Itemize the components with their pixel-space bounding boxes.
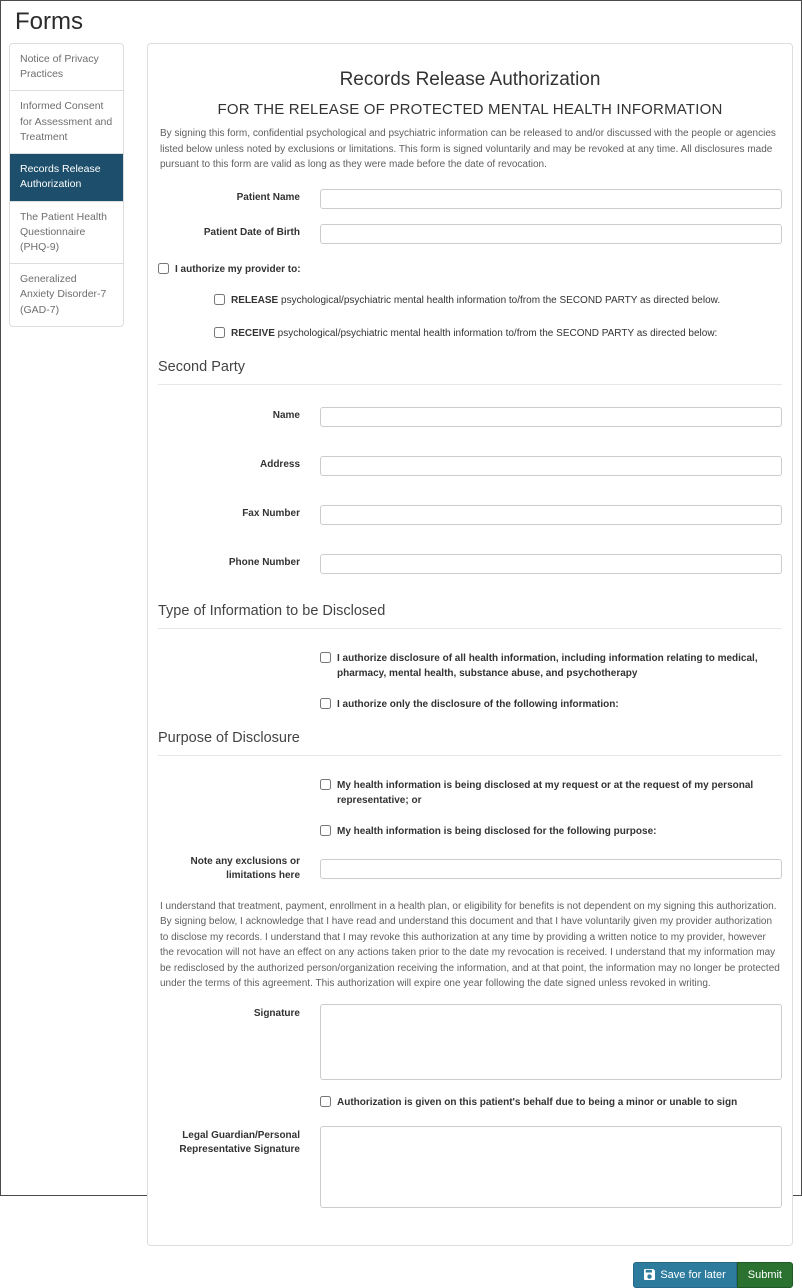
page-title: Forms xyxy=(15,8,83,35)
release-checkbox[interactable] xyxy=(214,294,225,305)
disclose-all-information-checkbox[interactable] xyxy=(320,652,331,663)
release-option[interactable] xyxy=(214,293,782,308)
save-for-later-label: Save for later xyxy=(660,1268,726,1281)
second-party-phone-label: Phone Number xyxy=(228,557,300,569)
content-area xyxy=(1,43,801,1246)
disclose-only-following-checkbox[interactable] xyxy=(320,698,331,709)
purpose-of-disclosure-section-title: Purpose of Disclosure xyxy=(158,730,782,756)
second-party-fax-row xyxy=(158,505,782,525)
disclosed-at-request-checkbox[interactable] xyxy=(320,779,331,790)
guardian-signature-pad[interactable] xyxy=(320,1126,782,1208)
guardian-signature-row xyxy=(158,1126,782,1208)
legal-paragraph: I understand that treatment, payment, enrollment in a health plan, or eligibility for benefits is not dependent on my signing this authorization. By signing below, I acknowledge that I have read and understand this document and that I have voluntarily given my provider authorization to disclose my records. I understand that I may revoke this authorization at any time by providing a written notice to my provider, however the revocation will not have an effect on any actions taken prior to the date my revocation is received. I understand that my information may be redisclosed by the authorized person/organization receiving the information, and at that point, the information may no longer be protected under the terms of this agreement. This authorization will expire one year following the date signed unless revoked in writing. xyxy=(160,900,780,989)
exclusions-row xyxy=(158,855,782,884)
exclusions-label: Note any exclusions or limitations here xyxy=(190,855,300,881)
minor-authorization-checkbox[interactable] xyxy=(320,1096,331,1107)
release-label-text: psychological/psychiatric mental health information to/from the SECOND PARTY as directed below. xyxy=(278,294,721,306)
submit-label: Submit xyxy=(747,1268,782,1281)
sidebar-item-informed-consent[interactable]: Informed Consent for Assessment and Treatment xyxy=(10,91,123,154)
exclusions-input[interactable] xyxy=(320,859,782,879)
form-intro-paragraph: By signing this form, confidential psychological and psychiatric information can be released to and/or discussed with the people or agencies listed below unless noted by exclusions or limitations. This form is signed voluntarily and may be revoked at any time. All disclosures made pursuant to this form are valid as long as they were made before the date of revocation. xyxy=(160,128,776,170)
disclosed-for-purpose-option[interactable] xyxy=(320,824,782,839)
authorize-provider-label: I authorize my provider to: xyxy=(175,263,301,275)
release-label-bold: RELEASE xyxy=(231,294,279,306)
guardian-signature-label: Legal Guardian/Personal Representative Signature xyxy=(179,1129,300,1155)
save-for-later-button[interactable] xyxy=(633,1262,736,1288)
patient-dob-row xyxy=(158,224,782,244)
second-party-name-row xyxy=(158,407,782,427)
disclose-all-information-option[interactable] xyxy=(320,651,782,681)
type-of-information-section-title: Type of Information to be Disclosed xyxy=(158,603,782,629)
form-panel xyxy=(147,43,793,1246)
receive-label-text: psychological/psychiatric mental health information to/from the SECOND PARTY as directed below: xyxy=(274,327,718,339)
receive-checkbox[interactable] xyxy=(214,327,225,338)
disclose-all-information-label: I authorize disclosure of all health information, including information relating to medical, pharmacy, mental health, substance abuse, and psychotherapy xyxy=(337,652,758,679)
receive-label-bold: RECEIVE xyxy=(231,327,275,339)
second-party-address-row xyxy=(158,456,782,476)
forms-sidebar xyxy=(9,43,124,327)
authorize-provider-checkbox[interactable] xyxy=(158,263,169,274)
form-title: Records Release Authorization xyxy=(339,69,601,90)
minor-authorization-label: Authorization is given on this patient's behalf due to being a minor or unable to sign xyxy=(337,1096,738,1108)
sidebar-item-notice-of-privacy-practices[interactable]: Notice of Privacy Practices xyxy=(10,44,123,91)
second-party-address-label: Address xyxy=(259,459,300,471)
disclose-only-following-label: I authorize only the disclosure of the following information: xyxy=(337,698,619,710)
second-party-name-input[interactable] xyxy=(320,407,782,427)
sidebar-item-gad-7[interactable]: Generalized Anxiety Disorder-7 (GAD-7) xyxy=(20,273,107,316)
submit-button[interactable] xyxy=(737,1262,793,1288)
floppy-disk-icon xyxy=(644,1269,655,1280)
disclosed-for-purpose-checkbox[interactable] xyxy=(320,825,331,836)
footer-actions xyxy=(1,1262,793,1288)
second-party-section-title: Second Party xyxy=(158,359,782,385)
patient-name-row xyxy=(158,189,782,209)
form-subtitle: FOR THE RELEASE OF PROTECTED MENTAL HEALTH INFORMATION xyxy=(217,101,723,118)
patient-dob-label: Patient Date of Birth xyxy=(203,227,300,239)
second-party-name-label: Name xyxy=(272,410,300,422)
second-party-fax-label: Fax Number xyxy=(242,508,300,520)
patient-name-label: Patient Name xyxy=(236,192,300,204)
second-party-address-input[interactable] xyxy=(320,456,782,476)
disclose-only-following-option[interactable] xyxy=(320,697,782,712)
signature-row xyxy=(158,1004,782,1080)
second-party-phone-row xyxy=(158,554,782,574)
signature-pad[interactable] xyxy=(320,1004,782,1080)
disclosed-at-request-option[interactable] xyxy=(320,778,782,808)
minor-authorization-option[interactable] xyxy=(320,1095,782,1110)
patient-dob-input[interactable] xyxy=(320,224,782,244)
receive-option[interactable] xyxy=(214,326,782,341)
sidebar-item-phq-9[interactable]: The Patient Health Questionnaire (PHQ-9) xyxy=(10,202,123,265)
receive-label xyxy=(231,326,717,341)
signature-label: Signature xyxy=(253,1007,300,1019)
sidebar-item-records-release-authorization[interactable]: Records Release Authorization xyxy=(10,154,123,201)
authorize-provider-option[interactable] xyxy=(158,262,782,277)
second-party-phone-input[interactable] xyxy=(320,554,782,574)
disclosed-for-purpose-label: My health information is being disclosed for the following purpose: xyxy=(337,825,657,837)
disclosed-at-request-label: My health information is being disclosed at my request or at the request of my personal representative; or xyxy=(337,779,754,806)
second-party-fax-input[interactable] xyxy=(320,505,782,525)
patient-name-input[interactable] xyxy=(320,189,782,209)
release-label xyxy=(231,293,720,308)
